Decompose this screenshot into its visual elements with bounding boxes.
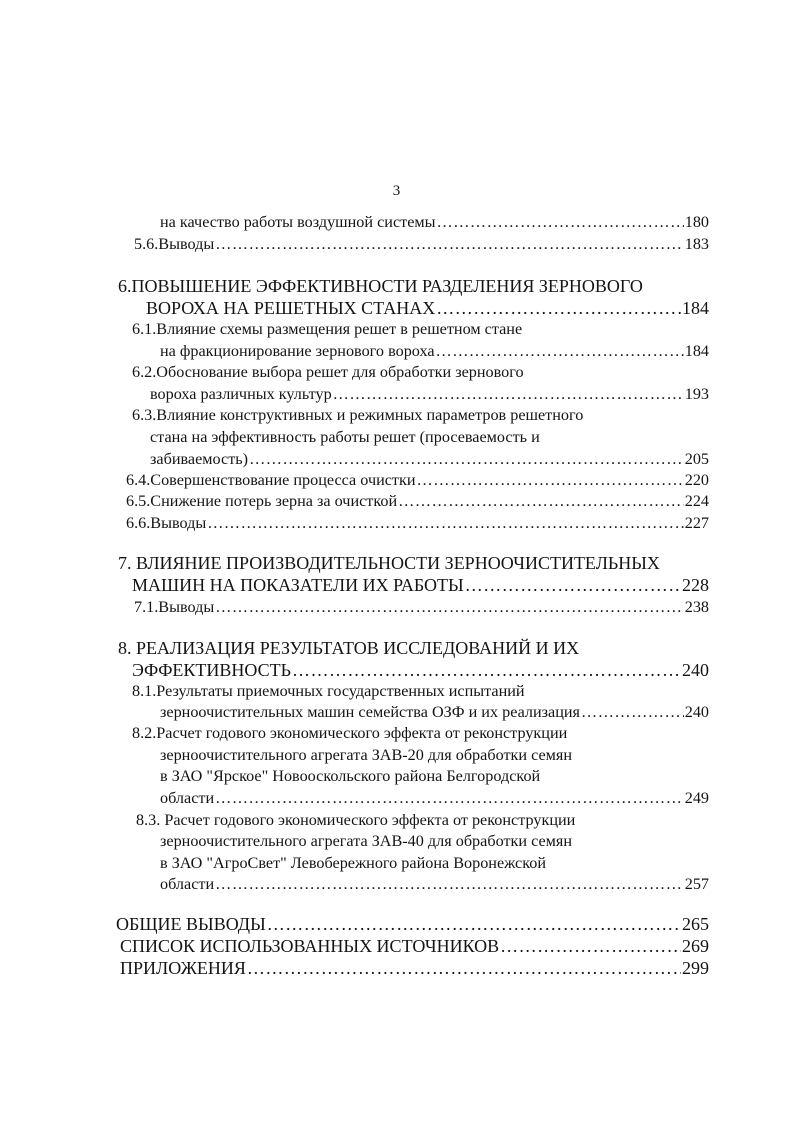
toc-entry-text: вороха различных культур	[150, 385, 332, 403]
toc-entry-8-2[interactable]	[160, 788, 709, 808]
leader-dots	[500, 935, 681, 957]
toc-page-number: 220	[684, 471, 709, 489]
toc-entry-5-5-cont[interactable]	[160, 212, 709, 232]
toc-entry-6-6[interactable]	[126, 513, 709, 533]
toc-page-number: 249	[684, 789, 709, 807]
toc-entry-6-2[interactable]	[150, 384, 709, 404]
toc-page-number: 257	[684, 875, 709, 893]
toc-entry-8-3-line3[interactable]: в ЗАО "АгроСвет" Левобережного района Воронежской	[160, 854, 547, 872]
toc-page-number: 180	[684, 213, 709, 231]
toc-entry-6-4[interactable]	[126, 470, 709, 490]
leader-dots	[437, 212, 684, 232]
toc-page-number: 227	[684, 514, 709, 532]
leader-dots	[249, 449, 684, 469]
toc-entry-text: на качество работы воздушной системы	[160, 213, 436, 231]
toc-page-number: 240	[684, 703, 709, 721]
leader-dots	[398, 491, 684, 511]
toc-entry-text: области	[160, 789, 215, 807]
toc-entry-appendices[interactable]	[120, 957, 709, 979]
toc-entry-text: ПРИЛОЖЕНИЯ	[120, 958, 246, 978]
leader-dots	[207, 513, 683, 533]
toc-entry-6-3-line1[interactable]: 6.3.Влияние конструктивных и режимных параметров решетного	[132, 406, 584, 424]
page-number: 3	[392, 183, 401, 199]
toc-entry-text: зерноочистительных машин семейства ОЗФ и их реализация	[160, 703, 581, 721]
toc-page-number: 205	[684, 450, 709, 468]
toc-entry-8-2-line3[interactable]: в ЗАО "Ярское" Новооскольского района Белгородской	[160, 767, 541, 785]
toc-entry-6-3[interactable]	[150, 449, 709, 469]
toc-entry-general-conclusions[interactable]	[116, 913, 709, 935]
toc-entry-text: ЭФФЕКТИВНОСТЬ	[132, 660, 291, 680]
toc-page-number: 269	[682, 936, 709, 956]
toc-entry-8-3[interactable]	[160, 874, 709, 894]
chapter-7-title-line2[interactable]	[132, 574, 709, 596]
toc-entry-8-2-line2[interactable]: зерноочистительного агрегата ЗАВ-20 для обработки семян	[160, 746, 573, 764]
leader-dots	[215, 234, 683, 254]
leader-dots	[436, 341, 684, 361]
leader-dots	[247, 957, 681, 979]
toc-entry-text: 6.5.Снижение потерь зерна за очисткой	[126, 492, 398, 510]
toc-page-number: 224	[684, 492, 709, 510]
leader-dots	[333, 384, 684, 404]
toc-page-number: 184	[682, 298, 709, 318]
toc-entry-references[interactable]	[120, 935, 709, 957]
toc-entry-text: забиваемость)	[150, 450, 249, 468]
toc-page-number: 184	[684, 342, 709, 360]
toc-entry-8-1[interactable]	[160, 702, 709, 722]
toc-page-number: 228	[682, 575, 709, 595]
leader-dots	[581, 702, 684, 722]
toc-page-number: 265	[682, 914, 709, 934]
leader-dots	[417, 470, 684, 490]
toc-page-number: 183	[684, 235, 709, 253]
toc-entry-5-6[interactable]	[134, 234, 709, 254]
toc-entry-6-1-line1[interactable]: 6.1.Влияние схемы размещения решет в решетном стане	[132, 320, 523, 338]
chapter-6-title-line2[interactable]	[146, 297, 709, 319]
chapter-6-title-line1[interactable]: 6.ПОВЫШЕНИЕ ЭФФЕКТИВНОСТИ РАЗДЕЛЕНИЯ ЗЕРНОВОГО	[118, 276, 643, 296]
toc-entry-6-2-line1[interactable]: 6.2.Обоснование выбора решет для обработки зернового	[132, 363, 524, 381]
leader-dots	[215, 874, 684, 894]
toc-entry-7-1[interactable]	[134, 597, 709, 617]
toc-page-number: 238	[684, 598, 709, 616]
toc-entry-text: области	[160, 875, 215, 893]
toc-entry-8-1-line1[interactable]: 8.1.Результаты приемочных государственных испытаний	[132, 682, 525, 700]
leader-dots	[215, 788, 684, 808]
toc-entry-8-3-line2[interactable]: зерноочистительного агрегата ЗАВ-40 для обработки семян	[160, 832, 573, 850]
toc-entry-text: 6.4.Совершенствование процесса очистки	[126, 471, 416, 489]
leader-dots	[292, 659, 681, 681]
toc-entry-8-3-line1[interactable]: 8.3. Расчет годового экономического эффекта от реконструкции	[136, 811, 576, 829]
toc-entry-text: 7.1.Выводы	[134, 598, 215, 616]
leader-dots	[215, 597, 683, 617]
chapter-8-title-line1[interactable]: 8. РЕАЛИЗАЦИЯ РЕЗУЛЬТАТОВ ИССЛЕДОВАНИЙ И ИХ	[118, 638, 580, 658]
leader-dots	[436, 297, 681, 319]
leader-dots	[465, 574, 681, 596]
chapter-7-title-line1[interactable]: 7. ВЛИЯНИЕ ПРОИЗВОДИТЕЛЬНОСТИ ЗЕРНООЧИСТИТЕЛЬНЫХ	[118, 553, 660, 573]
toc-entry-text: 5.6.Выводы	[134, 235, 215, 253]
toc-entry-text: ВОРОХА НА РЕШЕТНЫХ СТАНАХ	[146, 298, 436, 318]
toc-entry-6-1[interactable]	[160, 341, 709, 361]
leader-dots	[267, 913, 681, 935]
toc-entry-text: МАШИН НА ПОКАЗАТЕЛИ ИХ РАБОТЫ	[132, 575, 464, 595]
toc-entry-6-5[interactable]	[126, 491, 709, 511]
toc-entry-text: СПИСОК ИСПОЛЬЗОВАННЫХ ИСТОЧНИКОВ	[120, 936, 500, 956]
toc-page-number: 299	[682, 958, 709, 978]
toc-entry-text: ОБЩИЕ ВЫВОДЫ	[116, 914, 266, 934]
toc-entry-6-3-line2[interactable]: стана на эффективность работы решет (просеваемость и	[150, 428, 540, 446]
toc-entry-8-2-line1[interactable]: 8.2.Расчет годового экономического эффекта от реконструкции	[132, 724, 568, 742]
toc-entry-text: на фракционирование зернового вороха	[160, 342, 435, 360]
toc-page-number: 240	[682, 660, 709, 680]
chapter-8-title-line2[interactable]	[132, 659, 709, 681]
toc-page-number: 193	[684, 385, 709, 403]
toc-entry-text: 6.6.Выводы	[126, 514, 207, 532]
